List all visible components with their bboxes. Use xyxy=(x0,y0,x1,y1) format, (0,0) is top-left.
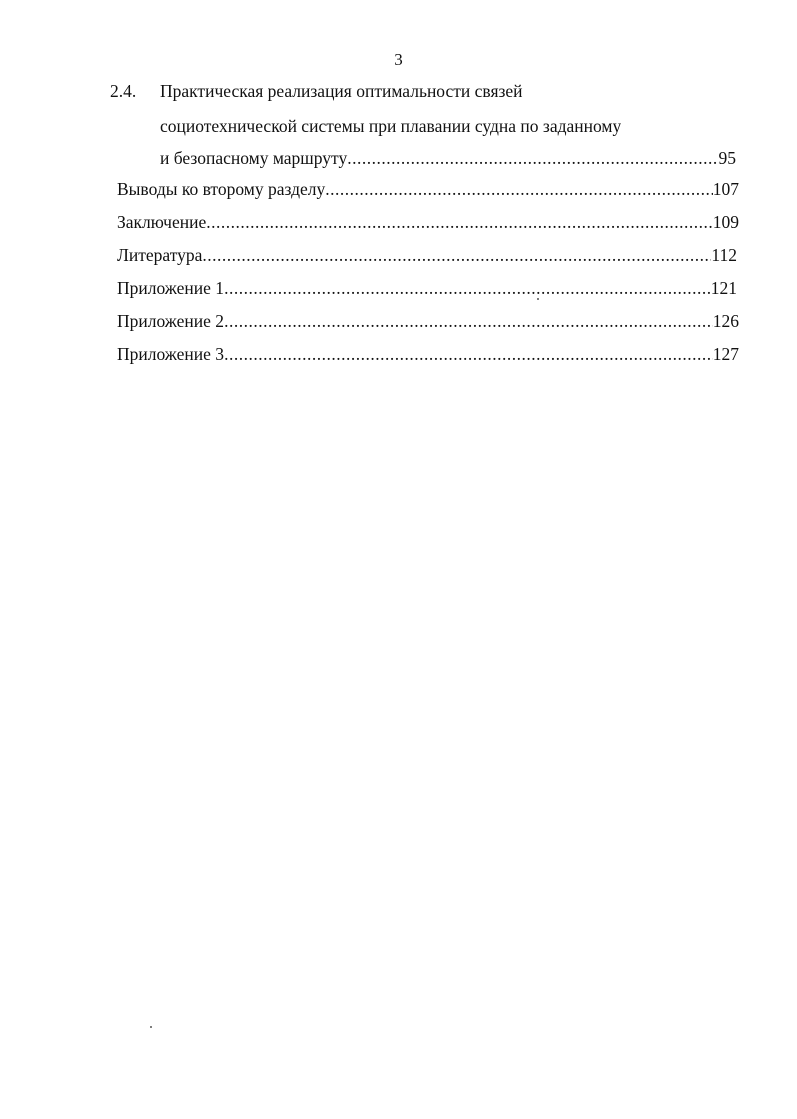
toc-entry-label: Приложение 3 xyxy=(117,344,225,364)
dot-leader xyxy=(325,178,713,200)
dot-leader xyxy=(224,310,713,332)
toc-entry-page: 121 xyxy=(710,278,737,298)
toc-entry-label: Заключение xyxy=(117,212,207,232)
toc-entry-page: 126 xyxy=(712,311,739,331)
toc-entry-conclusions-section-2[interactable] xyxy=(117,178,739,200)
section-title-line-2: социотехнической системы при плавании судна по заданному xyxy=(160,116,622,136)
dot-leader xyxy=(206,211,713,233)
toc-entry-appendix-3[interactable] xyxy=(117,343,739,365)
page-number: 3 xyxy=(394,50,403,69)
toc-entry-conclusion[interactable] xyxy=(117,211,739,233)
toc-entry-appendix-2[interactable] xyxy=(117,310,739,332)
toc-entry-appendix-1[interactable] xyxy=(117,277,737,299)
toc-entry-page: 95 xyxy=(718,148,736,168)
section-title-line-1: Практическая реализация оптимальности связей xyxy=(160,81,523,101)
toc-entry-label: и безопасному маршруту xyxy=(160,148,348,168)
toc-entry-page: 127 xyxy=(712,344,739,364)
dot-leader xyxy=(224,343,713,365)
scan-speck xyxy=(537,298,539,300)
toc-entry-page: 107 xyxy=(712,179,739,199)
dot-leader xyxy=(202,244,711,266)
toc-entry-literature[interactable] xyxy=(117,244,737,266)
toc-entry-page: 109 xyxy=(712,212,739,232)
toc-entry-page: 112 xyxy=(711,245,737,265)
section-number: 2.4. xyxy=(110,81,137,101)
toc-entry-label: Выводы ко второму разделу xyxy=(117,179,326,199)
scan-speck xyxy=(150,1026,152,1028)
toc-entry-label: Приложение 2 xyxy=(117,311,225,331)
toc-entry-section-2-4[interactable] xyxy=(160,147,736,169)
toc-entry-label: Приложение 1 xyxy=(117,278,225,298)
dot-leader xyxy=(224,277,711,299)
dot-leader xyxy=(347,147,718,169)
toc-entry-label: Литература xyxy=(117,245,203,265)
